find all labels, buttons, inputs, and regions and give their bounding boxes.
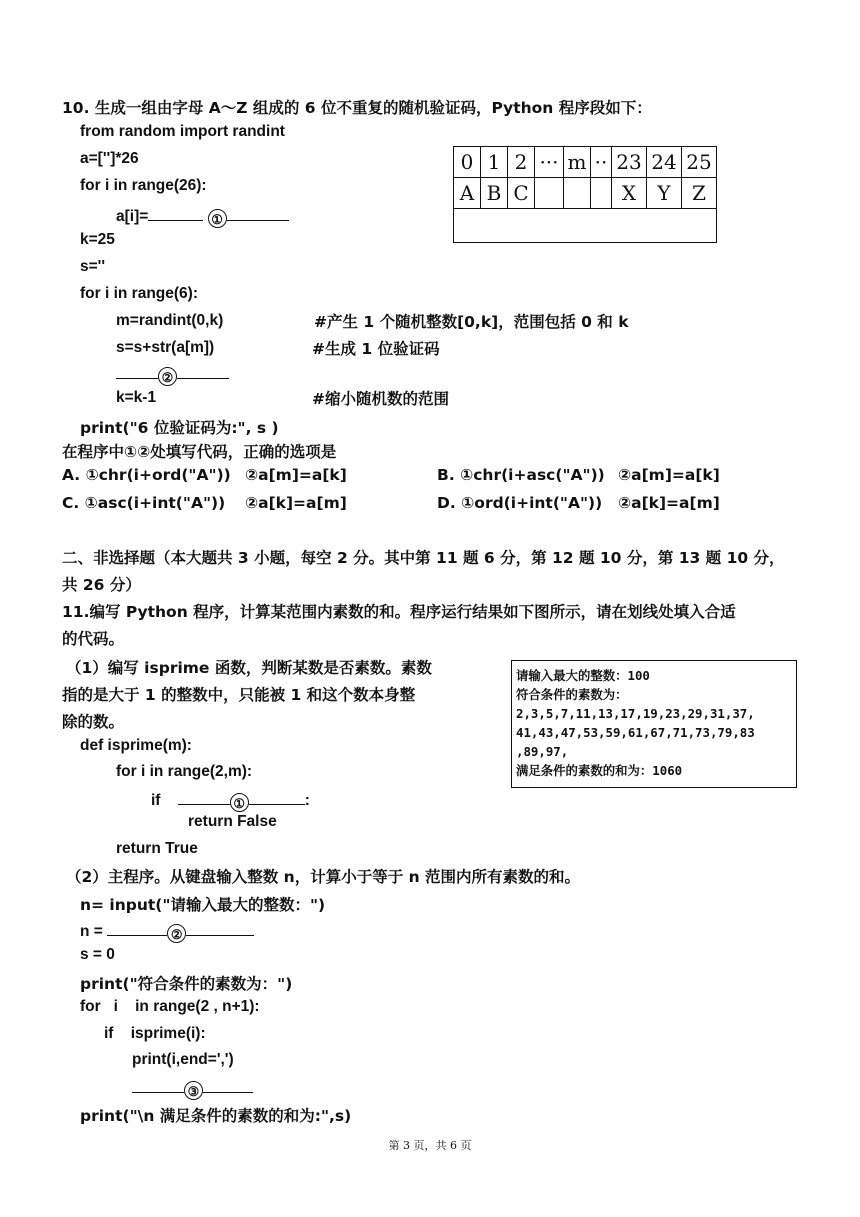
code-line: k=25 bbox=[80, 231, 115, 248]
answer-blank bbox=[249, 788, 305, 805]
part1-text: （1）编写 isprime 函数，判断某数是否素数。素数 bbox=[66, 659, 432, 677]
array-index: 2 bbox=[508, 147, 535, 178]
code-line: a=['']*26 bbox=[80, 150, 139, 167]
q11-title-line1: 11.编写 Python 程序，计算某范围内素数的和。程序运行结果如下图所示，请在划线处填入合适 bbox=[62, 603, 736, 621]
comment: #产生 1 个随机整数[0,k]，范围包括 0 和 k bbox=[314, 313, 629, 331]
mark-1: ① bbox=[230, 793, 249, 812]
array-value: X bbox=[612, 178, 647, 209]
code-line: if isprime(i): bbox=[104, 1025, 206, 1042]
code-line: print("符合条件的素数为：") bbox=[80, 975, 293, 993]
array-index: 0 bbox=[454, 147, 481, 178]
array-index: 25 bbox=[682, 147, 717, 178]
answer-blank bbox=[148, 204, 203, 221]
answer-blank bbox=[178, 788, 230, 805]
array-value: B bbox=[481, 178, 508, 209]
comment: #生成 1 位验证码 bbox=[312, 340, 440, 358]
array-index: ·· bbox=[591, 147, 612, 178]
section2-line2: 共 26 分） bbox=[62, 576, 141, 594]
console-line: 2,3,5,7,11,13,17,19,23,29,31,37, bbox=[516, 706, 755, 721]
code-line: for i in range(2,m): bbox=[116, 763, 253, 780]
answer-blank bbox=[116, 362, 158, 379]
option-a-part2: ②a[m]=a[k] bbox=[245, 466, 347, 484]
array-value: A bbox=[454, 178, 481, 209]
answer-blank bbox=[177, 362, 229, 379]
mark-2: ② bbox=[167, 924, 186, 943]
q10-question: 在程序中①②处填写代码，正确的选项是 bbox=[62, 443, 337, 461]
code-line: from random import randint bbox=[80, 123, 285, 140]
option-c-part2: ②a[k]=a[m] bbox=[245, 494, 347, 512]
array-diagram bbox=[453, 146, 717, 243]
code-line: n= input("请输入最大的整数：") bbox=[80, 896, 326, 914]
option-a: A. ①chr(i+ord("A")) bbox=[62, 466, 231, 484]
option-d: D. ①ord(i+int("A")) bbox=[437, 494, 603, 512]
console-line: 请输入最大的整数：100 bbox=[516, 668, 650, 683]
mark-2: ② bbox=[158, 367, 177, 386]
code-line-blank-3 bbox=[132, 1076, 253, 1100]
mark-3: ③ bbox=[184, 1081, 203, 1100]
code-line: return False bbox=[188, 813, 277, 830]
code-line-blank-1 bbox=[151, 788, 310, 812]
array-index: 1 bbox=[481, 147, 508, 178]
array-index-row bbox=[454, 147, 717, 178]
array-index: 24 bbox=[647, 147, 682, 178]
code-line: s='' bbox=[80, 258, 106, 275]
page-footer: 第 3 页，共 6 页 bbox=[388, 1139, 472, 1152]
answer-blank bbox=[203, 1076, 253, 1093]
q10-title: 10. 生成一组由字母 A～Z 组成的 6 位不重复的随机验证码，Python 程序段如下： bbox=[62, 99, 652, 117]
comment: #缩小随机数的范围 bbox=[312, 390, 449, 408]
section2-line1: 二、非选择题（本大题共 3 小题，每空 2 分。其中第 11 题 6 分，第 12 题 10 分，第 13 题 10 分， bbox=[62, 549, 785, 567]
answer-blank bbox=[227, 204, 289, 221]
array-empty-cell bbox=[454, 209, 717, 243]
code-text: n = bbox=[80, 923, 103, 940]
option-c: C. ①asc(i+int("A")) bbox=[62, 494, 226, 512]
part1-text: 除的数。 bbox=[62, 713, 125, 731]
option-b: B. ①chr(i+asc("A")) bbox=[437, 466, 605, 484]
code-line-blank-1 bbox=[116, 204, 289, 228]
array-index: m bbox=[564, 147, 591, 178]
code-line: for i in range(2 , n+1): bbox=[80, 998, 260, 1015]
code-line: k=k-1 bbox=[116, 389, 157, 406]
code-line: s=s+str(a[m]) bbox=[116, 339, 215, 356]
code-line: return True bbox=[116, 840, 198, 857]
console-line: 符合条件的素数为： bbox=[516, 687, 628, 702]
mark-1: ① bbox=[208, 209, 227, 228]
code-text: : bbox=[304, 792, 310, 809]
array-value bbox=[591, 178, 612, 209]
code-text: a[i]= bbox=[116, 208, 149, 225]
console-line: 41,43,47,53,59,61,67,71,73,79,83 bbox=[516, 725, 755, 740]
code-line: for i in range(26): bbox=[80, 177, 207, 194]
answer-blank bbox=[107, 919, 167, 936]
array-index: 23 bbox=[612, 147, 647, 178]
code-line: print(i,end=',') bbox=[132, 1051, 234, 1068]
console-output bbox=[511, 660, 797, 788]
code-line: print("\n 满足条件的素数的和为:",s) bbox=[80, 1107, 352, 1125]
part1-text: 指的是大于 1 的整数中，只能被 1 和这个数本身整 bbox=[62, 686, 416, 704]
array-value: Z bbox=[682, 178, 717, 209]
array-value-row bbox=[454, 178, 717, 209]
q11-title-line2: 的代码。 bbox=[62, 630, 125, 648]
code-line-blank-2 bbox=[80, 919, 254, 943]
console-line: 满足条件的素数的和为：1060 bbox=[516, 763, 683, 778]
part2-text: （2）主程序。从键盘输入整数 n，计算小于等于 n 范围内所有素数的和。 bbox=[66, 868, 581, 886]
array-empty-row bbox=[454, 209, 717, 243]
code-line: print("6 位验证码为:", s ) bbox=[80, 419, 279, 437]
array-index: ··· bbox=[535, 147, 564, 178]
array-value: Y bbox=[647, 178, 682, 209]
code-line: m=randint(0,k) bbox=[116, 312, 224, 329]
code-line: for i in range(6): bbox=[80, 285, 198, 302]
code-line: def isprime(m): bbox=[80, 737, 192, 754]
code-line-blank-2 bbox=[116, 362, 229, 386]
option-b-part2: ②a[m]=a[k] bbox=[618, 466, 720, 484]
option-d-part2: ②a[k]=a[m] bbox=[618, 494, 720, 512]
answer-blank bbox=[132, 1076, 184, 1093]
array-value bbox=[564, 178, 591, 209]
array-value bbox=[535, 178, 564, 209]
array-value: C bbox=[508, 178, 535, 209]
code-line: s = 0 bbox=[80, 946, 115, 963]
console-line: ,89,97, bbox=[516, 744, 569, 759]
answer-blank bbox=[186, 919, 254, 936]
code-text: if bbox=[151, 792, 161, 809]
